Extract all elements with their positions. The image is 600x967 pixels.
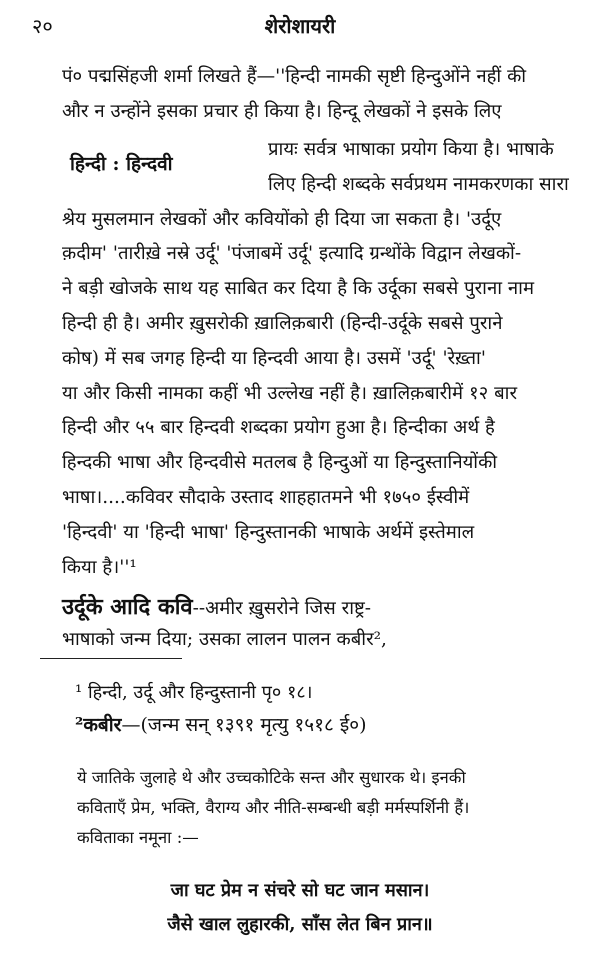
body-line: किया है।''¹ <box>62 557 137 578</box>
body-line: हिन्दकी भाषा और हिन्दवीसे मतलब है हिन्दुओं या हिन्दुस्तानियोंकी <box>62 452 498 473</box>
body-line: भाषा।....कविवर सौदाके उस्ताद शाहहातमने भी १७५० ईस्वीमें <box>62 487 470 508</box>
footnote-1: ¹ हिन्दी, उर्दू और हिन्दुस्तानी पृ० १८। <box>75 682 313 703</box>
verse-line: जा घट प्रेम न संचरे सो घट जान मसान। <box>170 880 430 901</box>
footnote-2-line: कविताएँ प्रेम, भक्ति, वैराग्य और नीति-सम्बन्धी बड़ी मर्मस्पर्शिनी हैं। <box>77 798 470 817</box>
body-line: और न उन्होंने इसका प्रचार ही किया है। हिन्दू लेखकों ने इसके लिए <box>62 101 502 122</box>
footnote-2-name: ²कबीर <box>75 714 122 736</box>
footnote-2-line: कविताका नमूना :— <box>77 828 199 847</box>
body-line: प्रायः सर्वत्र भाषाका प्रयोग किया है। भाषाके <box>268 139 554 160</box>
footnote-rule <box>40 658 182 659</box>
body-line: हिन्दी ही है। अमीर ख़ुसरोकी ख़ालिक़बारी (हिन्दी-उर्दूके सबसे पुराने <box>62 313 503 334</box>
body-line: क़दीम' 'तारीख़े नस्रे उर्दू' 'पंजाबमें उर्दू' इत्यादि ग्रन्थोंके विद्वान लेखकों- <box>62 243 522 264</box>
footnote-2-line: ये जातिके जुलाहे थे और उच्चकोटिके सन्त और सुधारक थे। इनकी <box>77 768 466 787</box>
footnote-2-dates: —(जन्म सन् १३९१ मृत्यु १५१८ ई०) <box>121 714 367 736</box>
body-line: या और किसी नामका कहीं भी उल्लेख नहीं है। ख़ालिक़बारीमें १२ बार <box>62 383 518 404</box>
body-line: कोष) में सब जगह हिन्दी या हिन्दवी आया है। उसमें 'उर्दू' 'रेख़्ता' <box>62 348 486 369</box>
body-line: हिन्दी और ५५ बार हिन्दवी शब्दका प्रयोग हुआ है। हिन्दीका अर्थ है <box>62 417 495 438</box>
footnote-2-heading <box>75 711 585 737</box>
body-line: लिए हिन्दी शब्दके सर्वप्रथम नामकरणका सारा <box>268 174 569 195</box>
body-line: भाषाको जन्म दिया; उसका लालन पालन कबीर², <box>62 629 387 650</box>
body-line: पं० पद्मसिंहजी शर्मा लिखते हैं—''हिन्दी नामकी सृष्टी हिन्दुओंने नहीं की <box>62 66 527 87</box>
page-header <box>0 6 600 42</box>
body-line: श्रेय मुसलमान लेखकों और कवियोंको ही दिया जा सकता है। 'उर्दूए <box>62 209 502 230</box>
section-line-text: --अमीर ख़ुसरोने जिस राष्ट्र- <box>192 598 372 619</box>
side-heading: हिन्दी : हिन्दवी <box>70 153 173 175</box>
section-heading: उर्दूके आदि कवि <box>62 594 193 620</box>
page-number: २० <box>32 14 53 38</box>
verse-line: जैसे खाल लुहारकी, साँस लेत बिन प्रान॥ <box>167 914 433 935</box>
running-head: शेरोशायरी <box>264 14 336 38</box>
section-line <box>62 596 582 619</box>
body-line: ने बड़ी खोजके साथ यह साबित कर दिया है कि उर्दूका सबसे पुराना नाम <box>62 278 535 299</box>
body-line: 'हिन्दवी' या 'हिन्दी भाषा' हिन्दुस्तानकी भाषाके अर्थमें इस्तेमाल <box>62 522 475 543</box>
